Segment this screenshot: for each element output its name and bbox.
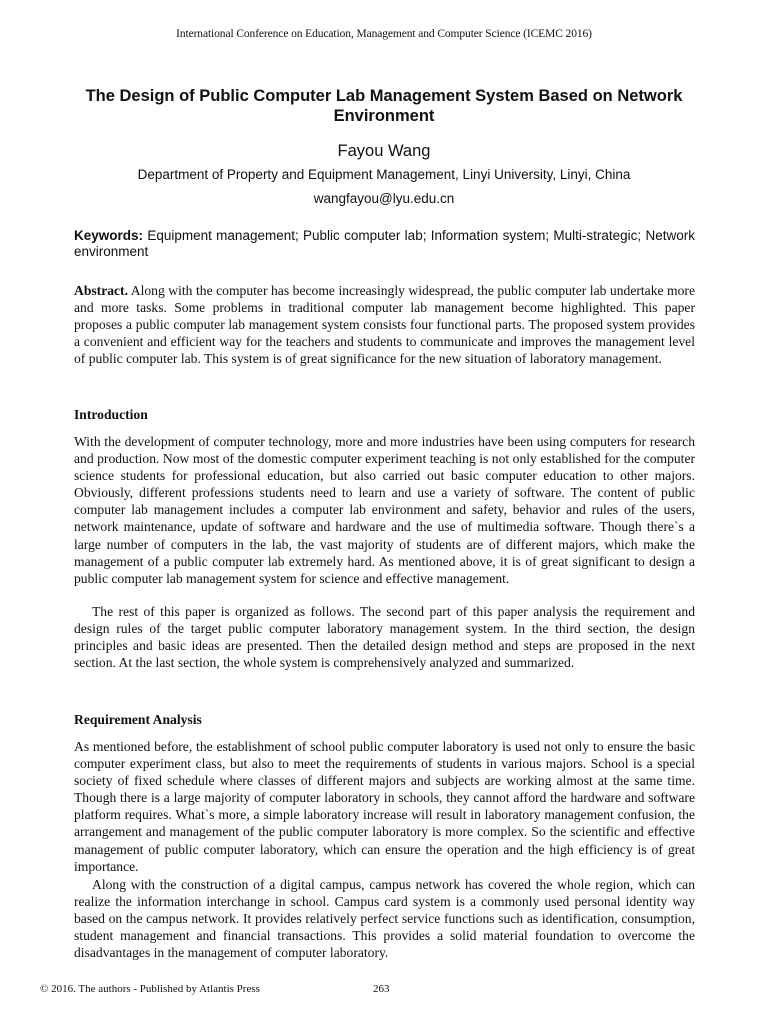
abstract-text: Along with the computer has become increasingly widespread, the public computer lab undertake more and more tasks. Some problems in traditional computer lab management become highlighted. This paper proposes a public computer lab management system consists four functional parts. The proposed system provides a convenient and efficient way for the teachers and students to communicate and improves the management level of public computer lab. This system is of great significance for the new situation of laboratory management. <box>74 283 695 367</box>
keywords-label: Keywords: <box>74 228 144 243</box>
paper-title: The Design of Public Computer Lab Management System Based on Network Environment <box>85 87 683 125</box>
keywords <box>74 228 695 260</box>
keywords-text: Equipment management; Public computer lab; Information system; Multi-strategic; Network environment <box>74 228 695 259</box>
footer-copyright: © 2016. The authors - Published by Atlantis Press <box>40 983 260 995</box>
page-number: 263 <box>373 983 390 995</box>
requirement-paragraph-1: As mentioned before, the establishment of school public computer laboratory is used not only to ensure the basic computer experiment class, but also to meet the requirements of students in various majors. School is a special society of fixed schedule where classes of different majors and subjects are working almost at the same time. Though there is a large majority of computer laboratory in schools, they cannot afford the hardware and software platform requires. What`s more, a simple laboratory increase will result in laboratory management confusion, the arrangement and management of the public computer laboratory is more complex. So the scientific and effective management of public computer laboratory, which can ensure the operation and the high efficiency is of great importance. <box>74 739 695 874</box>
abstract <box>74 282 695 367</box>
running-header: International Conference on Education, Management and Computer Science (ICEMC 2016) <box>176 28 592 40</box>
introduction-heading: Introduction <box>74 407 148 422</box>
requirement-analysis-heading: Requirement Analysis <box>74 712 202 727</box>
author-affiliation: Department of Property and Equipment Management, Linyi University, Linyi, China <box>137 167 631 182</box>
introduction-paragraph-1: With the development of computer technology, more and more industries have been using computers for research and production. Now most of the domestic computer experiment teaching is not only established for the computer science students for professional education, but also carried out basic computer education to other majors. Obviously, different professions students need to learn and use a variety of software. The content of public computer lab management includes a computer lab environment and safety, behavior and rules of the users, network maintenance, update of software and hardware and the use of multimedia software. Though there`s a large number of computers in the lab, the vast majority of students are of different majors, which make the management of a public computer lab extremely hard. As mentioned above, it is of great significant to design a public computer lab management system for science and effective management. <box>74 434 695 586</box>
author-name: Fayou Wang <box>337 142 431 160</box>
abstract-label: Abstract. <box>74 283 128 298</box>
requirement-paragraph-2: Along with the construction of a digital campus, campus network has covered the whole region, which can realize the information interchange in school. Campus card system is a commonly used personal identity way based on the campus network. It provides relatively perfect service functions such as identification, consumption, student management and financial transactions. This provides a solid material foundation to overcome the disadvantages in the management of computer laboratory. <box>74 877 695 961</box>
introduction-paragraph-2: The rest of this paper is organized as follows. The second part of this paper analysis the requirement and design rules of the target public computer laboratory management system. In the third section, the design principles and basic ideas are presented. Then the detailed design method and steps are proposed in the next section. At the last section, the whole system is comprehensively analyzed and summarized. <box>74 604 695 671</box>
author-email: wangfayou@lyu.edu.cn <box>313 191 455 206</box>
